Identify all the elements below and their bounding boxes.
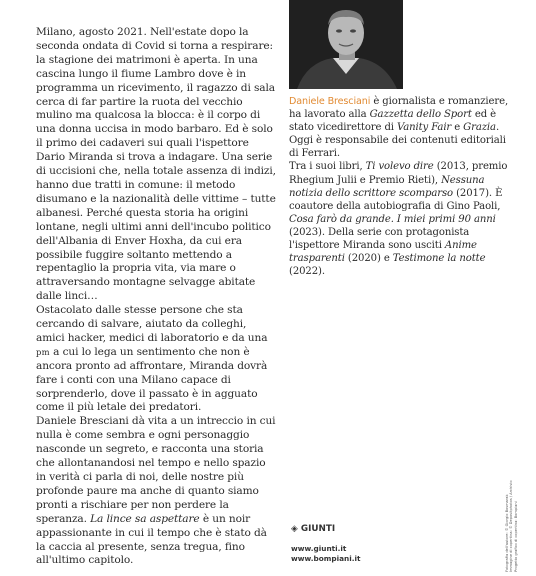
bio-text: ed è stato vicedirettore di — [289, 109, 496, 134]
synopsis-text: Daniele Bresciani dà vita a un intreccio in cui nulla è come sembra e ogni personaggio nasconde un segreto, e racconta una storia che allontanandosi nel tempo e nello spazio in verità ci parla di noi, delle nostre più profonde paure ma anche di quanto siamo pronti a rischiare per non perdere la speranza. — [36, 415, 276, 525]
synopsis-paragraph-2 — [36, 304, 276, 415]
bio-text: (2020) e — [344, 253, 393, 265]
publisher-logo-icon: ◈ — [291, 524, 298, 534]
author-portrait-image — [289, 0, 403, 89]
publisher-urls — [291, 544, 360, 564]
bio-text: è giornalista e romanziere, ha lavorato alla — [289, 96, 509, 121]
bio-italic: Vanity Fair — [396, 122, 452, 134]
credit-line: Progetto grafico di copertina: Bompiani — [513, 501, 518, 572]
bio-text: e — [451, 122, 464, 134]
bio-text: . Oggi è responsabile dei contenuti editoriali di Ferrari. — [289, 122, 506, 160]
synopsis-paragraph-1 — [36, 26, 276, 304]
synopsis — [36, 26, 276, 568]
bio-italic: Cosa farò da grande. I miei primi 90 anni — [289, 213, 496, 225]
bio-italic: Anime trasparenti — [289, 240, 477, 265]
bio-text: (2023). Della serie con protagonista l'ispettore Miranda sono usciti — [289, 226, 470, 252]
publisher-logo — [291, 524, 335, 534]
bio-text: (2013, premio Rhegium Julii e Premio Rieti), — [289, 161, 508, 186]
bio-paragraph-1 — [289, 95, 515, 160]
author-name: Daniele Bresciani — [289, 96, 371, 107]
bio-text: Tra i suoi libri, — [289, 161, 366, 173]
bio-italic: Grazia — [463, 122, 496, 134]
bio-text: (2022). — [289, 266, 325, 278]
synopsis-paragraph-3 — [36, 415, 276, 568]
publisher-logo-text: GIUNTI — [300, 524, 336, 534]
bio-italic: Nessuna notizia dello scrittore scomparso — [289, 174, 485, 199]
bio-italic: Ti volevo dire — [365, 161, 434, 173]
credit-line: Fotografia dell'autore: © Giorgio Bosmarak — [505, 494, 509, 572]
synopsis-text: a cui lo lega un sentimento che non è ancora pronto ad affrontare, Miranda dovrà fare i conti con una Milano capace di sorprenderlo, dove il passato è in agguato come il più letale dei predatori. — [36, 345, 268, 414]
book-title: La lince sa aspettare — [90, 512, 200, 525]
synopsis-pm: pm — [36, 346, 50, 357]
synopsis-text: Milano, agosto 2021. Nell'estate dopo la seconda ondata di Covid si torna a respirare: la stagione dei matrimoni è aperta. In una cascina lungo il fiume Lambro dove è in programma un ricevimento, il ragazzo di sala cerca di far partire la ruota del vecchio mulino ma qualcosa la blocca: è il corpo di una donna uccisa in modo barbaro. Ed è solo il primo dei cadaveri sui quali l'ispettore Dario Miranda si trova a indagare. Una serie di uccisioni che, nella totale assenza di indizi, hanno due tratti in comune: il metodo disumano e la nazionalità delle vittime – tutte albanesi. Perché questa storia ha origini lontane, negli ultimi anni dell'incubo politico dell'Albania di Enver Hoxha, da cui era possibile fuggire soltanto mettendo a repentaglio la propria vita, via mare o attraversando montagne selvagge abitate dalle linci… — [36, 26, 276, 303]
bio-text: (2017). È coautore della autobiografia di Gino Paoli, — [289, 187, 503, 212]
publisher-url-giunti[interactable]: www.giunti.it — [291, 544, 347, 553]
author-bio — [289, 95, 515, 278]
bio-paragraph-2 — [289, 160, 515, 278]
publisher-url-bompiani[interactable]: www.bompiani.it — [291, 554, 361, 564]
author-photo — [289, 0, 403, 89]
credit-line: Immagine di copertina: © Depositphotos / Archivio — [509, 480, 514, 572]
bio-italic: Testimone la notte — [392, 253, 486, 265]
synopsis-text: Ostacolato dalle stesse persone che sta cercando di salvare, aiutato da colleghi, amici hacker, medici di laboratorio e da una — [36, 304, 268, 344]
image-credits — [505, 460, 517, 572]
bio-italic: Gazzetta dello Sport — [369, 109, 472, 121]
synopsis-text: è un noir appassionante in cui il tempo che è stato dà la caccia al presente, senza tregua, fino all'ultimo capitolo. — [36, 512, 267, 567]
